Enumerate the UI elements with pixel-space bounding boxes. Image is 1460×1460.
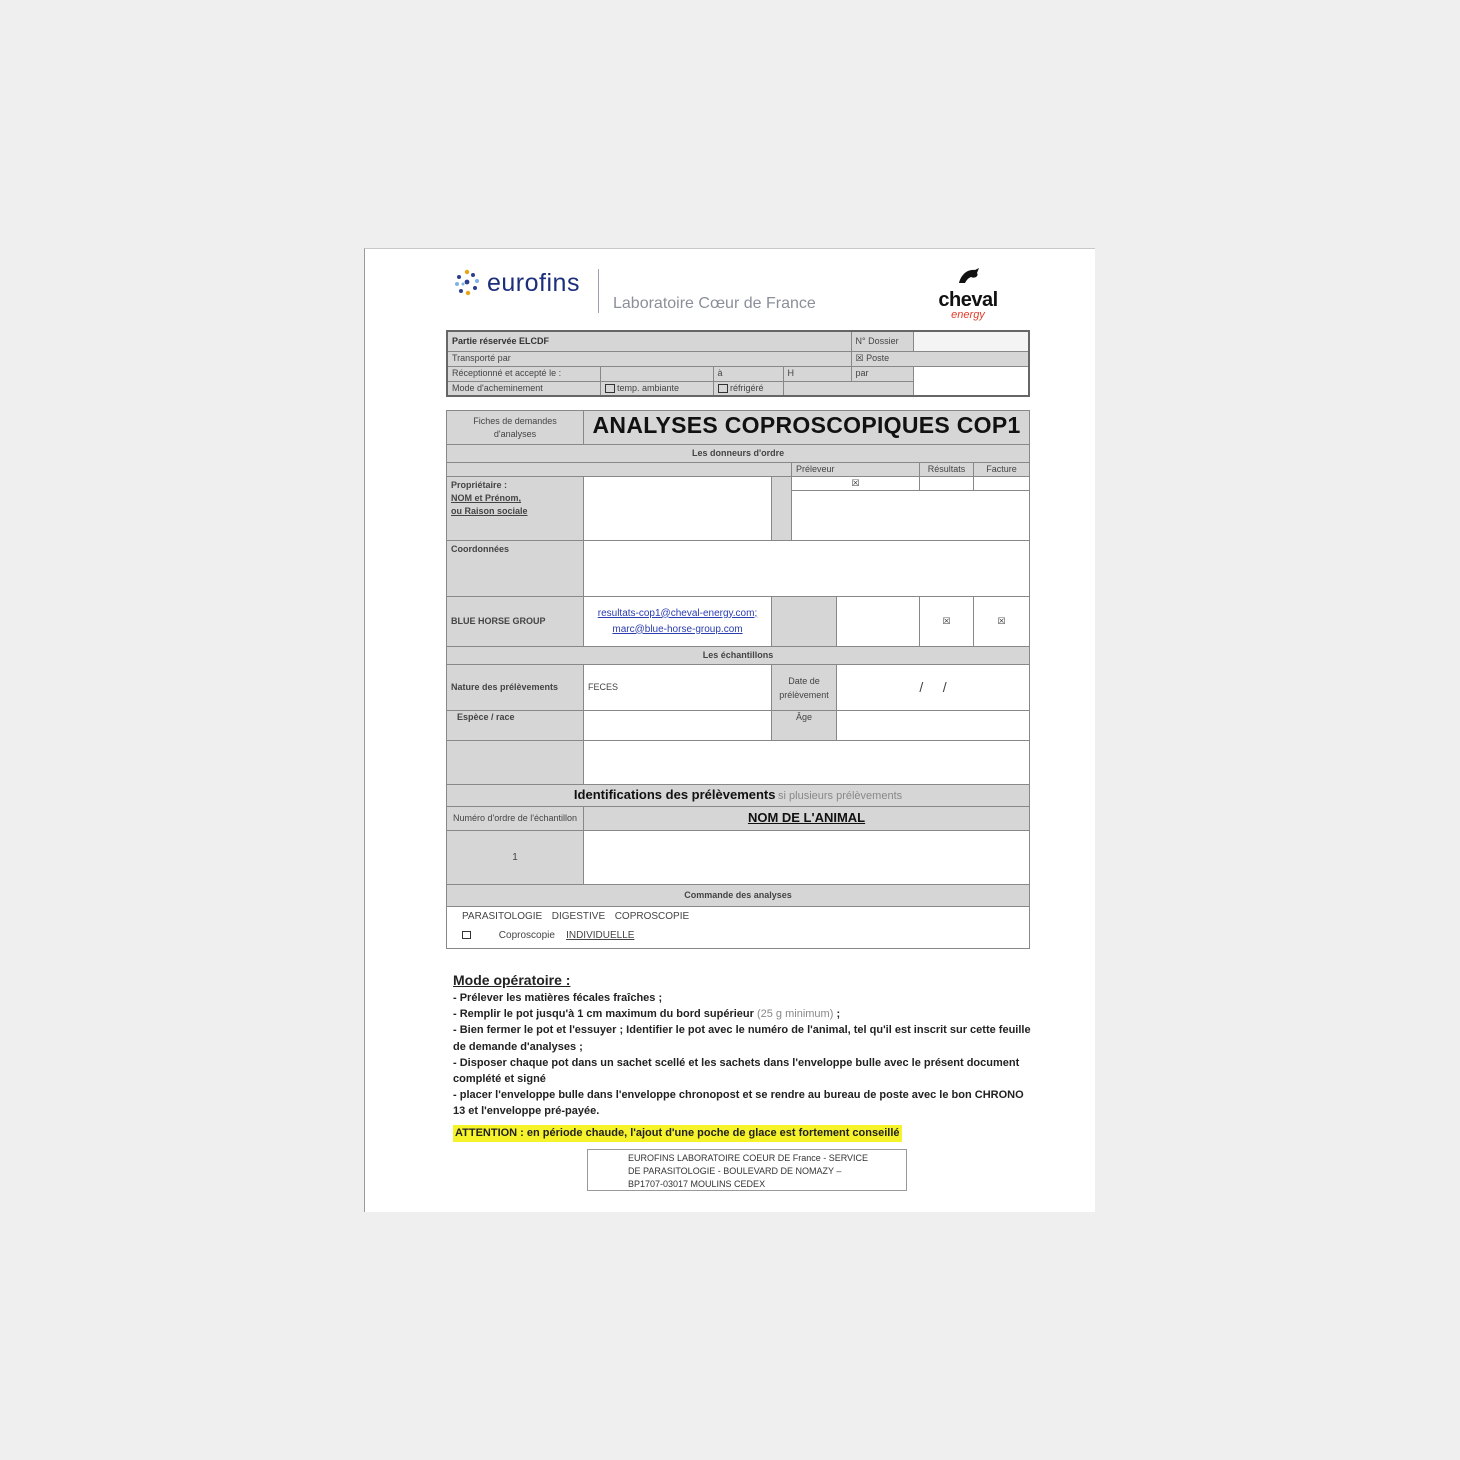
mode-line-5: - placer l'enveloppe bulle dans l'enveloppe chronopost et se rendre au bureau de poste avec le bon CHRONO 13 et l'enveloppe pré-payée. [453,1089,1024,1118]
owner-spacer [772,477,792,541]
nature-label: Nature des prélèvements [447,665,584,711]
blank-header [447,463,792,477]
poste-cell [851,351,1029,366]
header-divider [598,269,599,313]
email-2[interactable]: marc@blue-horse-group.com [612,623,743,635]
ident-title: Identifications des prélèvements [573,787,776,802]
facture-check[interactable] [974,477,1030,491]
cheval-wordmark: cheval [938,289,998,311]
fiche-label: Fiches de demandes d'analyses [447,411,584,445]
animal-label-cell [584,807,1030,831]
checked-box-icon[interactable]: ☒ [855,353,864,363]
coord-label: Coordonnées [447,541,584,597]
form-title-cell [584,411,1030,445]
mode-title: Mode opératoire : [453,972,571,988]
preleveur-check[interactable] [792,477,920,491]
checkbox-icon[interactable] [718,384,728,393]
col-resultats: Résultats [920,463,974,477]
numero-label-text: Numéro d'ordre de l'échantillon [452,813,577,823]
email-1[interactable]: resultats-cop1@cheval-energy.com; [597,607,758,619]
checked-box-icon[interactable]: ☒ [851,478,860,488]
mode-line-4: - Disposer chaque pot dans un sachet scellé et les sachets dans l'enveloppe bulle avec le présent document complété et signé [453,1056,1020,1086]
client-preleveur[interactable] [837,597,920,647]
mode-line-3: - Bien fermer le pot et l'essuyer ; Identifier le pot avec le numéro de l'animal, tel qu'il est inscrit sur cette feuille de demande d'analyses ; [453,1024,1031,1053]
poste-label: Poste [866,353,890,363]
transport-label: Transporté par [447,351,851,366]
name-label-1: NOM et Prénom, [451,493,522,503]
mode-operatoire [453,971,1033,1120]
col-preleveur: Préleveur [792,463,920,477]
checkbox-icon[interactable] [462,931,471,939]
commande-body [447,907,1030,949]
address-box [587,1149,907,1191]
espece-label: Espèce / race [447,711,584,741]
commande-title: Commande des analyses [447,885,1030,907]
dossier-field[interactable] [913,331,1029,351]
mode-line-2 [453,1006,1033,1022]
checkbox-icon[interactable] [605,384,615,393]
animal-label: NOM DE L'ANIMAL [747,810,866,825]
checked-box-icon[interactable]: ☒ [942,616,951,626]
energy-wordmark: energy [951,309,985,321]
nature-value: FECES [588,682,619,692]
horse-head-icon [953,265,983,285]
document-page [364,248,1095,1212]
temp-label: temp. ambiante [617,382,680,393]
animal-name-field[interactable] [584,831,1030,885]
client-name: BLUE HORSE GROUP [447,597,584,647]
echantillons-title: Les échantillons [447,647,1030,665]
eurofins-logo [453,263,580,303]
owner-label: Propriétaire : [451,480,508,490]
checked-box-icon[interactable]: ☒ [997,616,1006,626]
date-field[interactable] [837,665,1030,711]
age-field[interactable] [837,711,1030,741]
a-label: à [713,366,783,381]
blank-label [447,741,584,785]
client-emails [584,597,772,647]
address-line-3: BP1707-03017 MOULINS CEDEX [628,1179,766,1189]
analysis-category [462,910,1025,923]
age-label: Âge [772,711,837,741]
received-label: Réceptionné et accepté le : [447,366,600,381]
ident-note: si plusieurs prélèvements [778,790,903,802]
h-label: H [783,366,851,381]
address-line-1: EUROFINS LABORATOIRE COEUR DE France - SERVICE [628,1153,869,1163]
para-3: COPROSCOPIE [614,911,690,922]
row-number: 1 [447,831,584,885]
par-label: par [851,366,913,381]
col-facture: Facture [974,463,1030,477]
email-link[interactable] [588,606,767,638]
name-label-2: ou Raison sociale [451,506,528,516]
individuelle-label: INDIVIDUELLE [566,930,635,941]
copro-label: Coproscopie [498,930,555,941]
owner-name-field[interactable] [584,477,772,541]
mode-line-2c: ; [836,1008,841,1021]
client-spacer [772,597,837,647]
eurofins-dots-icon [453,269,481,297]
mode-line-1: - Prélever les matières fécales fraîches ; [453,992,663,1004]
ident-title-cell [447,785,1030,807]
address-line-2: DE PARASITOLOGIE - BOULEVARD DE NOMAZY – [628,1166,842,1176]
reserved-title: Partie réservée ELCDF [447,331,851,351]
date-value: / / [919,679,947,695]
temp-option[interactable] [600,381,713,396]
client-facture[interactable] [974,597,1030,647]
cheval-energy-logo [933,265,1003,320]
mode-line-2a: - Remplir le pot jusqu'à 1 cm maximum du bord supérieur [453,1008,754,1021]
client-resultats[interactable] [920,597,974,647]
donneurs-title: Les donneurs d'ordre [447,445,1030,463]
refrig-label: réfrigéré [730,382,764,393]
espece-field[interactable] [584,711,772,741]
reserved-table [446,330,1030,397]
numero-label [447,807,584,831]
blank-field[interactable] [584,741,1030,785]
date-label: Date de prélèvement [772,665,837,711]
para-1: PARASITOLOGIE [462,911,543,922]
form-title: ANALYSES COPROSCOPIQUES COP1 [592,411,1021,438]
owner-label-cell [447,477,584,541]
eurofins-wordmark: eurofins [487,268,580,297]
coord-field[interactable] [584,541,1030,597]
nature-field[interactable] [584,665,772,711]
copro-option[interactable] [462,929,1025,942]
owner-extra-field[interactable] [792,491,1030,541]
mode-label: Mode d'acheminement [447,381,600,396]
received-date-field[interactable] [600,366,713,381]
refrig-option[interactable] [713,381,783,396]
lab-name: Laboratoire Cœur de France [613,295,816,312]
dossier-label: N° Dossier [851,331,913,351]
resultats-check[interactable] [920,477,974,491]
analysis-form [446,410,1030,949]
attention-note: ATTENTION : en période chaude, l'ajout d'une poche de glace est fortement conseillé [453,1125,902,1142]
para-2: DIGESTIVE [551,911,606,922]
mode-line-2b: (25 g minimum) [756,1008,834,1021]
mode-blank [783,381,913,396]
